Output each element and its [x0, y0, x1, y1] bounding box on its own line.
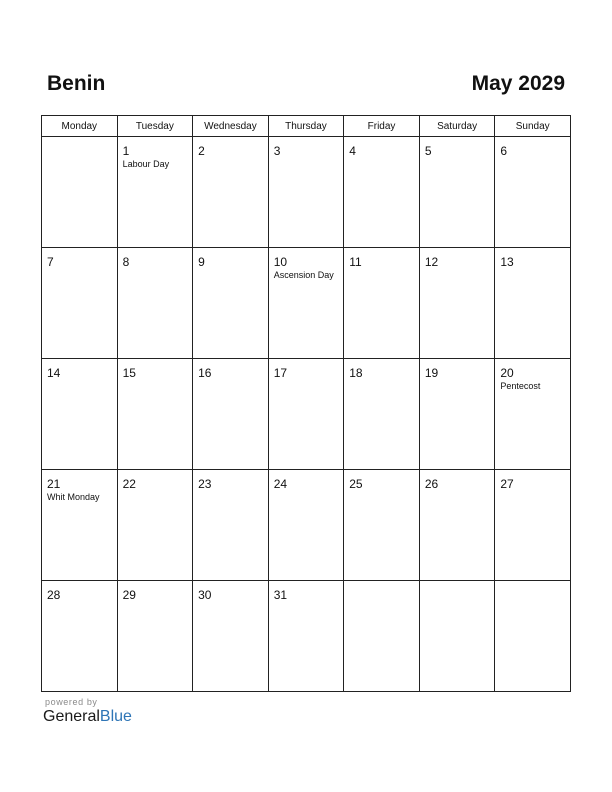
day-cell — [117, 137, 193, 248]
day-number: 23 — [198, 477, 212, 491]
weekday-tuesday: Tuesday — [117, 116, 193, 137]
day-number: 2 — [198, 144, 205, 158]
day-cell — [42, 248, 118, 359]
day-number: 17 — [273, 366, 288, 380]
day-number: 5 — [424, 144, 432, 158]
day-cell — [117, 359, 193, 470]
day-cell — [344, 359, 420, 470]
day-cell — [344, 248, 420, 359]
day-cell — [344, 137, 420, 248]
day-cell — [193, 248, 269, 359]
day-cell — [117, 470, 193, 581]
holiday-label: Whit Monday — [47, 492, 100, 502]
day-cell — [42, 581, 118, 692]
day-cell — [344, 581, 420, 692]
day-cell — [117, 581, 193, 692]
day-number: 14 — [47, 366, 61, 380]
day-number: 24 — [273, 477, 288, 491]
day-number: 12 — [424, 255, 439, 269]
holiday-label: Ascension Day — [273, 270, 334, 280]
week-row — [42, 248, 571, 359]
day-number: 10 — [273, 255, 288, 269]
day-cell — [268, 248, 344, 359]
holiday-label: Labour Day — [122, 159, 170, 169]
day-cell — [419, 248, 495, 359]
day-number: 28 — [47, 588, 61, 602]
day-cell — [419, 359, 495, 470]
day-cell — [193, 359, 269, 470]
day-cell — [42, 359, 118, 470]
week-row — [42, 359, 571, 470]
logo-blue-text: Blue — [99, 708, 132, 725]
generalblue-logo[interactable] — [43, 707, 132, 727]
week-row — [42, 581, 571, 692]
holiday-label: Pentecost — [500, 381, 541, 391]
day-number: 15 — [122, 366, 136, 380]
day-number: 22 — [122, 477, 136, 491]
day-cell — [42, 137, 118, 248]
day-cell — [268, 137, 344, 248]
day-cell — [268, 470, 344, 581]
day-cell — [495, 581, 571, 692]
day-number: 11 — [349, 255, 362, 269]
day-cell — [419, 137, 495, 248]
day-cell — [117, 248, 193, 359]
day-number: 27 — [500, 477, 514, 491]
day-cell — [193, 470, 269, 581]
day-cell — [268, 359, 344, 470]
day-number: 26 — [424, 477, 439, 491]
day-cell — [495, 248, 571, 359]
weekday-thursday: Thursday — [268, 116, 344, 137]
calendar-grid — [41, 115, 571, 692]
weekday-wednesday: Wednesday — [193, 116, 269, 137]
week-row — [42, 137, 571, 248]
day-number: 9 — [198, 255, 205, 269]
week-row — [42, 470, 571, 581]
day-number: 20 — [500, 366, 514, 380]
weekday-monday: Monday — [42, 116, 118, 137]
day-number: 25 — [349, 477, 363, 491]
weekday-saturday: Saturday — [419, 116, 495, 137]
brand-footer[interactable] — [43, 697, 132, 727]
day-number: 13 — [500, 255, 514, 269]
weekday-sunday: Sunday — [495, 116, 571, 137]
day-number: 19 — [424, 366, 439, 380]
day-number: 21 — [47, 477, 61, 491]
day-cell — [193, 581, 269, 692]
weekday-header-row — [42, 116, 571, 137]
day-number: 4 — [349, 144, 356, 158]
day-number: 30 — [198, 588, 212, 602]
day-number: 29 — [122, 588, 136, 602]
day-cell — [344, 470, 420, 581]
day-cell — [193, 137, 269, 248]
day-number: 6 — [500, 144, 508, 158]
day-cell — [419, 581, 495, 692]
day-number: 3 — [273, 144, 281, 158]
day-cell — [419, 470, 495, 581]
country-title: Benin — [47, 72, 106, 95]
day-cell — [495, 137, 571, 248]
powered-by-text: powered by — [45, 697, 98, 707]
day-number: 16 — [198, 366, 212, 380]
day-cell — [495, 359, 571, 470]
day-cell — [268, 581, 344, 692]
day-number: 8 — [122, 255, 130, 269]
day-cell — [42, 470, 118, 581]
weekday-friday: Friday — [344, 116, 420, 137]
day-number: 1 — [122, 144, 130, 158]
day-number: 7 — [47, 255, 54, 269]
day-number: 31 — [273, 588, 288, 602]
month-year-title: May 2029 — [471, 72, 565, 95]
day-number: 18 — [349, 366, 363, 380]
logo-general-text: General — [43, 708, 100, 725]
day-cell — [495, 470, 571, 581]
